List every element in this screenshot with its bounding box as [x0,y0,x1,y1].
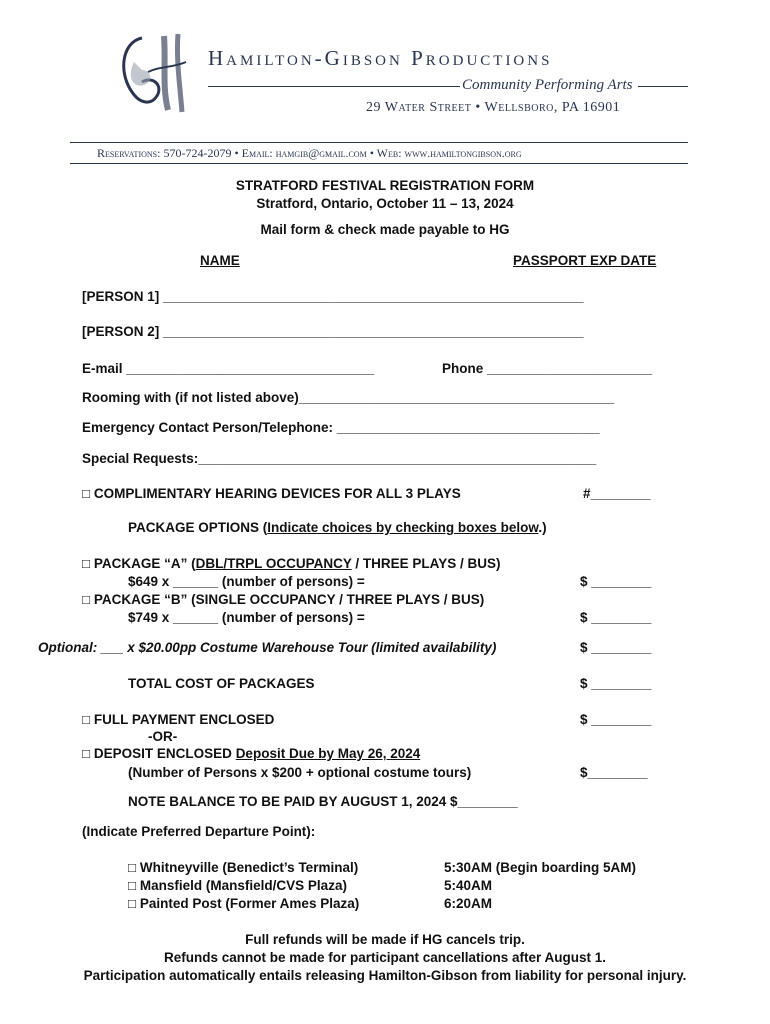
departure-mansfield[interactable]: □ Mansfield (Mansfield/CVS Plaza) [128,878,347,893]
rooming-field[interactable]: Rooming with (if not listed above)__________________________________________ [82,390,615,405]
departure-whitneyville[interactable]: □ Whitneyville (Benedict’s Terminal) [128,860,359,875]
package-b-checkbox[interactable]: □ PACKAGE “B” (SINGLE OCCUPANCY / THREE PLAYS / BUS) [82,592,485,607]
full-payment-amount[interactable]: $ ________ [580,712,652,727]
or-separator: -OR- [148,729,178,744]
phone-field[interactable]: Phone ______________________ [442,361,653,376]
deposit-calculation: (Number of Persons x $200 + optional costume tours) [128,765,472,780]
package-options-heading: PACKAGE OPTIONS (Indicate choices by checking boxes below.) [128,520,547,535]
total-cost-label: TOTAL COST OF PACKAGES [128,676,315,691]
package-b-price[interactable]: $749 x ______ (number of persons) = [128,610,365,625]
contact-line: Reservations: 570-724-2079 • Email: hamgib@gmail.com • Web: www.hamiltongibson.org [97,146,522,160]
hearing-devices-checkbox[interactable]: □ COMPLIMENTARY HEARING DEVICES FOR ALL 3 PLAYS [82,486,461,501]
departure-painted-post[interactable]: □ Painted Post (Former Ames Plaza) [128,896,360,911]
departure-heading: (Indicate Preferred Departure Point): [82,824,316,839]
person2-field[interactable]: [PERSON 2] ________________________________________________________ [82,324,584,339]
package-a-price[interactable]: $649 x ______ (number of persons) = [128,574,365,589]
email-field[interactable]: E-mail _________________________________ [82,361,375,376]
name-column-header: NAME [200,253,240,268]
full-payment-checkbox[interactable]: □ FULL PAYMENT ENCLOSED [82,712,275,727]
refund-policy-line: Full refunds will be made if HG cancels trip. [245,932,525,947]
optional-tour[interactable]: Optional: ___ x $20.00pp Costume Warehouse Tour (limited availability) [38,640,497,655]
org-name: Hamilton-Gibson Productions [208,46,553,70]
departure-time: 5:30AM (Begin boarding 5AM) [444,860,637,875]
person1-field[interactable]: [PERSON 1] ________________________________________________________ [82,289,584,304]
tagline: Community Performing Arts [462,77,633,93]
mail-note: Mail form & check made payable to HG [260,222,510,237]
deposit-checkbox[interactable]: □ DEPOSIT ENCLOSED Deposit Due by May 26, 2024 [82,746,421,761]
form-subtitle: Stratford, Ontario, October 11 – 13, 2024 [256,196,514,211]
departure-time: 6:20AM [444,896,493,911]
total-cost-amount[interactable]: $ ________ [580,676,652,691]
departure-time: 5:40AM [444,878,493,893]
hg-logo-icon [112,32,198,114]
form-title: STRATFORD FESTIVAL REGISTRATION FORM [235,178,535,193]
package-b-amount[interactable]: $ ________ [580,610,652,625]
refund-policy-line: Refunds cannot be made for participant cancellations after August 1. [163,950,607,965]
emergency-contact-field[interactable]: Emergency Contact Person/Telephone: ___________________________________ [82,420,600,435]
balance-note[interactable]: NOTE BALANCE TO BE PAID BY AUGUST 1, 2024 $________ [128,794,518,809]
package-a-checkbox[interactable]: □ PACKAGE “A” (DBL/TRPL OCCUPANCY / THREE PLAYS / BUS) [82,556,501,571]
address: 29 Water Street • Wellsboro, PA 16901 [366,100,621,115]
deposit-amount[interactable]: $________ [580,765,648,780]
optional-tour-amount[interactable]: $ ________ [580,640,652,655]
special-requests-field[interactable]: Special Requests:_____________________________________________________ [82,451,597,466]
passport-column-header: PASSPORT EXP DATE [513,253,657,268]
package-a-amount[interactable]: $ ________ [580,574,652,589]
liability-line: Participation automatically entails releasing Hamilton-Gibson from liability for personal injury. [83,968,687,983]
hearing-devices-count[interactable]: #________ [583,486,651,501]
